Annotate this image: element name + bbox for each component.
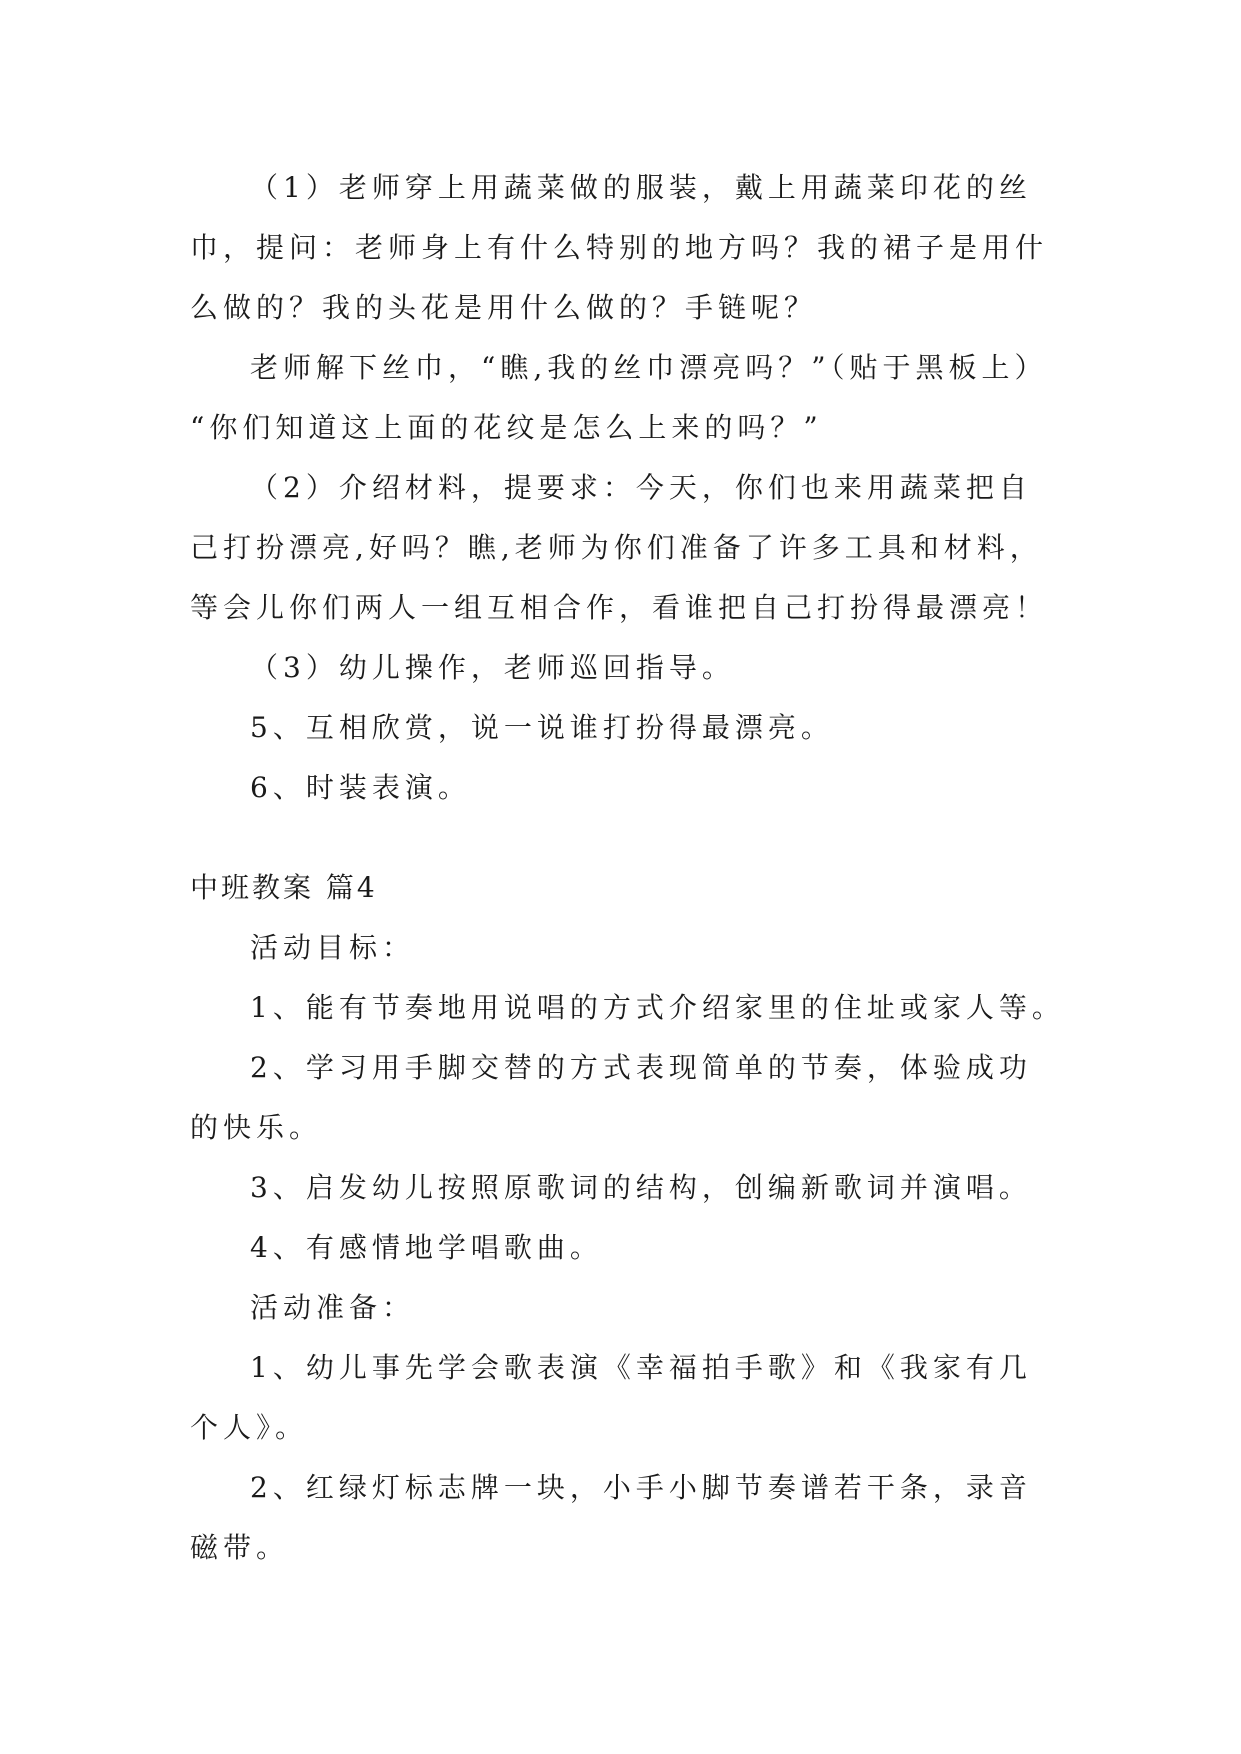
paragraph-line: 老师解下丝巾，“瞧,我的丝巾漂亮吗？”（贴于黑板上） (250, 351, 1048, 384)
section-heading: 中班教案 篇4 (190, 871, 378, 904)
paragraph-line: 5、互相欣赏，说一说谁打扮得最漂亮。 (250, 711, 834, 744)
paragraph-line: （2）介绍材料，提要求：今天，你们也来用蔬菜把自 (250, 471, 1032, 504)
paragraph-line: 等会儿你们两人一组互相合作，看谁把自己打扮得最漂亮！ (190, 591, 1049, 624)
paragraph-line: 2、学习用手脚交替的方式表现简单的节奏，体验成功 (250, 1051, 1032, 1084)
paragraph-line: 个人》。 (190, 1411, 309, 1444)
paragraph-line: 巾，提问：老师身上有什么特别的地方吗？我的裙子是用什 (190, 231, 1049, 264)
paragraph-line: 磁带。 (190, 1531, 290, 1564)
paragraph-line: 4、有感情地学唱歌曲。 (250, 1231, 603, 1264)
paragraph-line: 6、时装表演。 (250, 771, 471, 804)
paragraph-line: 么做的？我的头花是用什么做的？手链呢？ (190, 291, 818, 324)
paragraph-line: 的快乐。 (190, 1111, 323, 1144)
paragraph-line: 活动准备： (250, 1291, 416, 1324)
paragraph-line: 活动目标： (250, 931, 416, 964)
paragraph-line: （1）老师穿上用蔬菜做的服装，戴上用蔬菜印花的丝 (250, 171, 1032, 204)
paragraph-line: “你们知道这上面的花纹是怎么上来的吗？” (190, 411, 823, 444)
paragraph-line: 2、红绿灯标志牌一块，小手小脚节奏谱若干条，录音 (250, 1471, 1032, 1504)
paragraph-line: 1、能有节奏地用说唱的方式介绍家里的住址或家人等。 (250, 991, 1065, 1024)
paragraph-line: 己打扮漂亮,好吗？瞧,老师为你们准备了许多工具和材料， (190, 531, 1043, 564)
paragraph-line: 1、幼儿事先学会歌表演《幸福拍手歌》和《我家有几 (250, 1351, 1032, 1384)
paragraph-line: 3、启发幼儿按照原歌词的结构，创编新歌词并演唱。 (250, 1171, 1032, 1204)
paragraph-line: （3）幼儿操作，老师巡回指导。 (250, 651, 735, 684)
